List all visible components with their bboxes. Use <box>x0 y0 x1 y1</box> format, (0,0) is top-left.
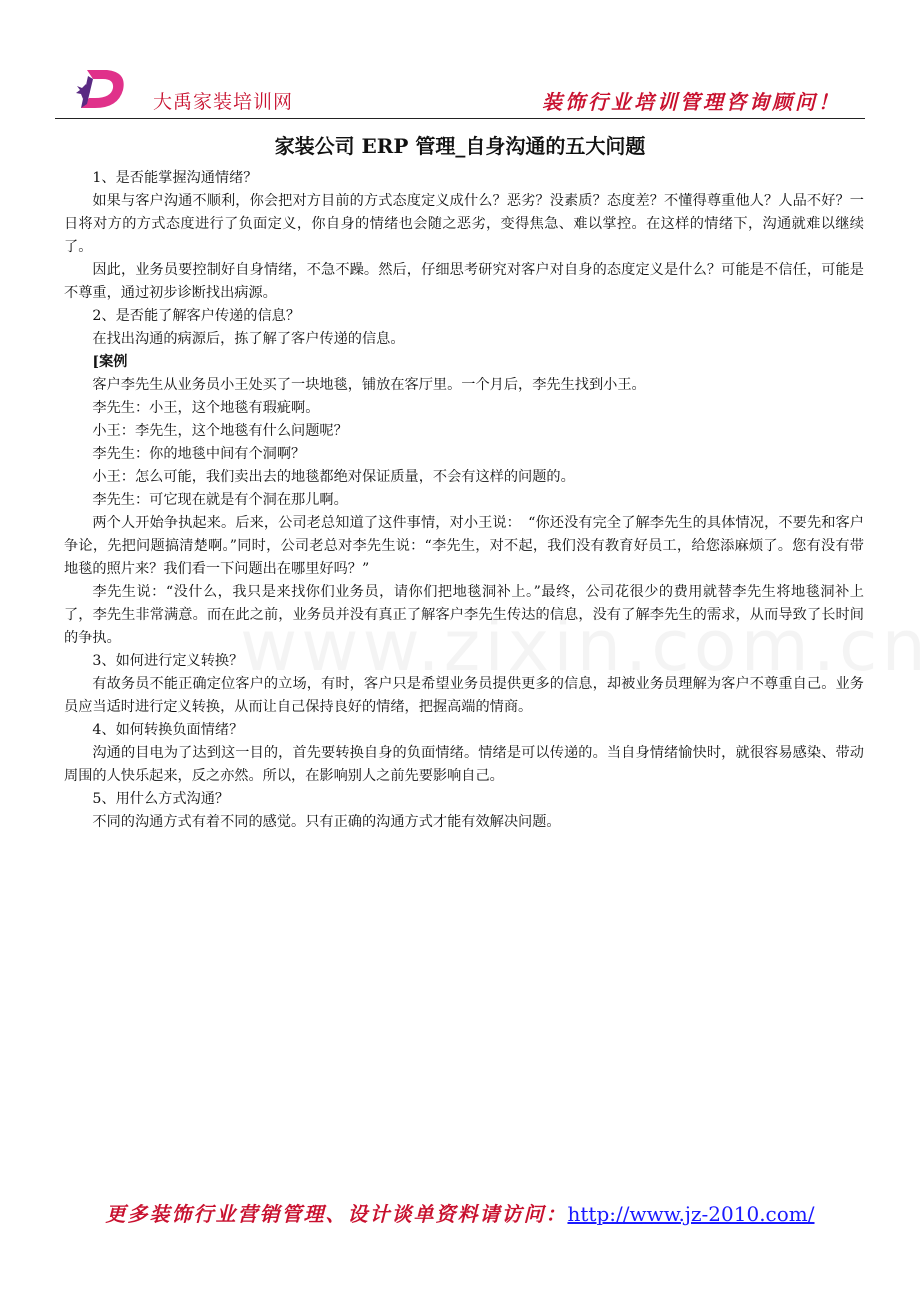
body-paragraph: 在找出沟通的病源后，拣了解了客户传递的信息。 <box>92 331 405 347</box>
dialogue-line: 李先生：可它现在就是有个洞在那儿啊。 <box>92 492 348 508</box>
body-paragraph: 如果与客户沟通不顺利，你会把对方目前的方式态度定义成什么？恶劣？没素质？态度差？不懂得尊重他人？人品不好？一日将对方的方式态度进行了负面定义，你自身的情绪也会随之恶劣，变得焦急、难以掌控。在这样的情绪下，沟通就难以继续了。 <box>64 193 864 255</box>
body-paragraph: 沟通的目电为了达到这一目的，首先要转换自身的负面情绪。情绪是可以传递的。当自身情绪愉快时，就很容易感染、带动周围的人快乐起来，反之亦然。所以，在影响别人之前先要影响自己。 <box>64 745 864 784</box>
brand-name: 大禹家装培训网 <box>153 91 294 113</box>
document-body <box>64 167 864 834</box>
page-header <box>55 62 865 119</box>
dialogue-line: 李先生：小王，这个地毯有瑕疵啊。 <box>92 400 320 416</box>
header-slogan: 装饰行业培训管理咨询顾问！ <box>542 90 841 114</box>
body-paragraph: 李先生说：“没什么，我只是来找你们业务员，请你们把地毯洞补上。”最终，公司花很少的费用就替李先生将地毯洞补上了，李先生非常满意。而在此之前，业务员并没有真正了解客户李先生传达的信息，没有了解李先生的需求，从而导致了长时间的争执。 <box>64 584 864 646</box>
page-footer <box>0 1198 920 1227</box>
footer-link[interactable]: http://www.jz-2010.com/ <box>567 1202 815 1226</box>
body-paragraph: 因此，业务员要控制好自身情绪，不急不躁。然后，仔细思考研究对客户对自身的态度定义是什么？可能是不信任，可能是不尊重，通过初步诊断找出病源。 <box>64 262 864 301</box>
dialogue-line: 李先生：你的地毯中间有个洞啊？ <box>92 446 306 462</box>
body-paragraph: 有故务员不能正确定位客户的立场，有时，客户只是希望业务员提供更多的信息，却被业务员理解为客户不尊重自己。业务员应当适时进行定义转换，从而让自己保持良好的情绪，把握高端的情商。 <box>64 676 864 715</box>
section-heading-2: 2、是否能了解客户传递的信息？ <box>92 308 301 324</box>
dialogue-line: 小王：李先生，这个地毯有什么问题呢？ <box>92 423 348 439</box>
body-paragraph: 两个人开始争执起来。后来，公司老总知道了这件事情，对小王说： “你还没有完全了解李先生的具体情况，不要先和客户争论，先把问题搞清楚啊。”同时，公司老总对李先生说：“李先生，对不起，我们没有教育好员工，给您添麻烦了。您有没有带地毯的照片来？我们看一下问题出在哪里好吗？” <box>64 515 864 577</box>
dayu-logo-icon <box>73 64 129 110</box>
section-heading-1: 1、是否能掌握沟通情绪？ <box>92 170 258 186</box>
section-heading-4: 4、如何转换负面情绪？ <box>92 722 244 738</box>
dialogue-line: 小王：怎么可能，我们卖出去的地毯都绝对保证质量，不会有这样的问题的。 <box>92 469 575 485</box>
body-paragraph: 客户李先生从业务员小王处买了一块地毯，铺放在客厅里。一个月后，李先生找到小王。 <box>92 377 646 393</box>
footer-text: 更多装饰行业营销管理、设计谈单资料请访问： <box>105 1202 568 1226</box>
document-title: 家装公司 ERP 管理_自身沟通的五大问题 <box>274 134 646 158</box>
section-heading-5: 5、用什么方式沟通？ <box>92 791 230 807</box>
body-paragraph: 不同的沟通方式有着不同的感觉。只有正确的沟通方式才能有效解决问题。 <box>92 814 561 830</box>
section-heading-3: 3、如何进行定义转换？ <box>92 653 244 669</box>
case-label: [案例 <box>92 354 128 370</box>
